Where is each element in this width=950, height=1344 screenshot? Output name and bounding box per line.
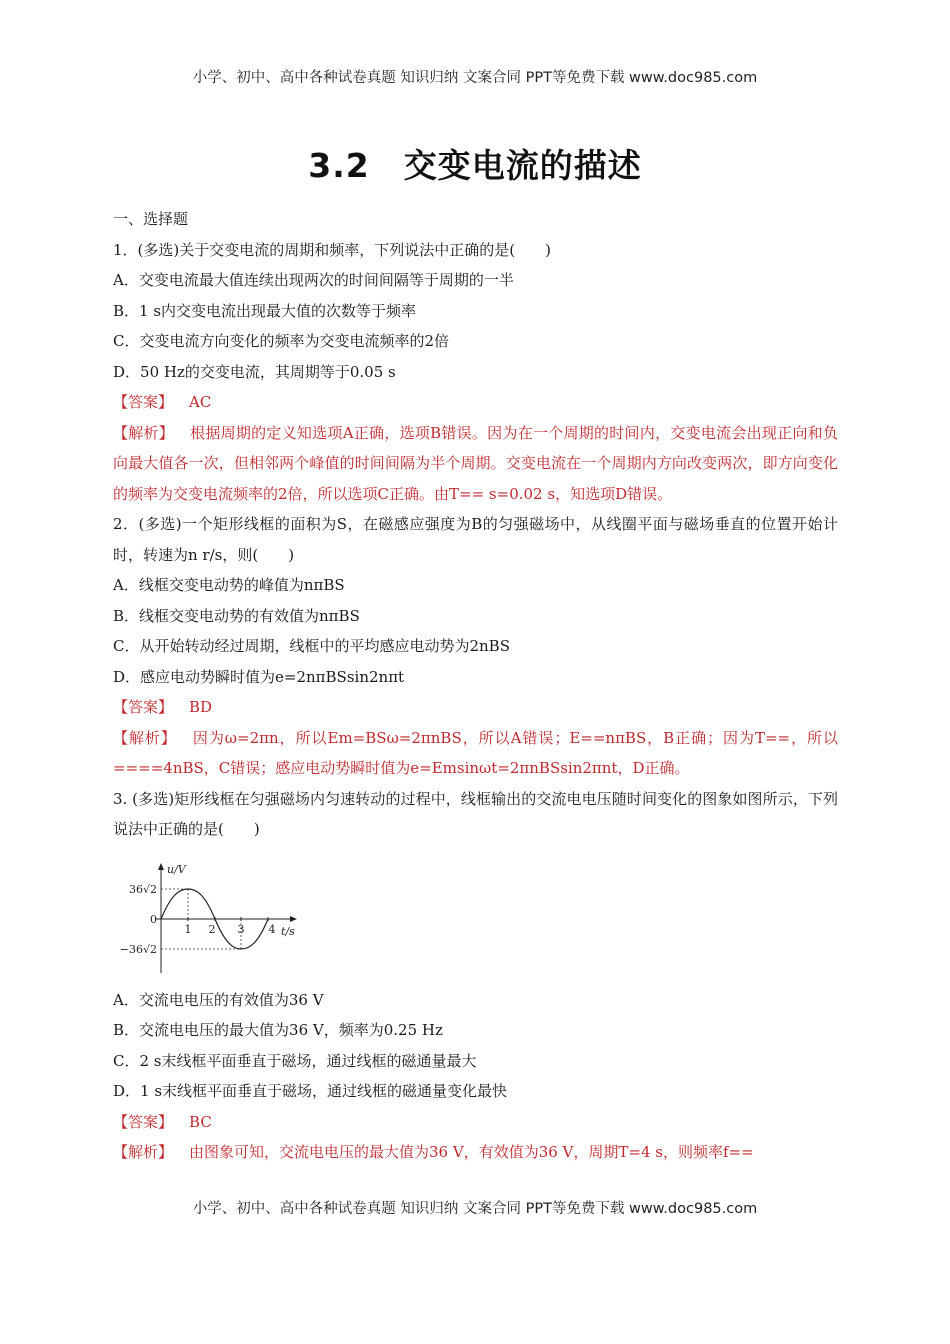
q2-option-c: C．从开始转动经过周期，线框中的平均感应电动势为2nBS xyxy=(113,637,510,655)
q3-option-b: B．交流电电压的最大值为36 V，频率为0.25 Hz xyxy=(113,1021,443,1039)
y-zero-label: 0 xyxy=(150,912,157,926)
q1-stem: 1．(多选)关于交变电流的周期和频率，下列说法中正确的是( ) xyxy=(113,240,551,259)
q2-answer xyxy=(113,692,838,723)
analysis-text: 由图象可知，交流电电压的最大值为36 V，有效值为36 V，周期T=4 s，则频率f== xyxy=(189,1143,754,1161)
answer-value: AC xyxy=(189,393,212,411)
q2-option-d: D．感应电动势瞬时值为e=2nπBSsin2nπt xyxy=(113,667,405,686)
q2-stem: 2．(多选)一个矩形线框的面积为S，在磁感应强度为B的匀强磁场中，从线圈平面与磁场垂直的位置开始计时，转速为n r/s，则( ) xyxy=(113,515,838,564)
q2-analysis xyxy=(113,723,838,784)
analysis-text: 因为ω=2πn，所以Em=BSω=2πnBS，所以A错误；E==nπBS，B正确；因为T==，所以====4nBS，C错误；感应电动势瞬时值为e=Emsinωt=2πnBSsin2πnt，D正确。 xyxy=(113,728,838,777)
x-tick-label-3: 3 xyxy=(237,922,245,936)
document-body xyxy=(113,204,838,1168)
voltage-time-graph xyxy=(113,861,838,979)
analysis-tag: 【解析】 xyxy=(113,1143,174,1161)
analysis-tag: 【解析】 xyxy=(113,423,175,442)
y-axis-arrow xyxy=(158,863,164,870)
q3-answer xyxy=(113,1107,838,1138)
x-axis-arrow xyxy=(290,916,297,922)
answer-tag: 【答案】 xyxy=(113,1112,174,1131)
analysis-tag: 【解析】 xyxy=(113,728,177,747)
y-min-label: −36√2 xyxy=(119,942,157,956)
voltage-graph-svg xyxy=(113,861,313,979)
analysis-text: 根据周期的定义知选项A正确，选项B错误。因为在一个周期的时间内，交变电流会出现正向和负向最大值各一次，但相邻两个峰值的时间间隔为半个周期。交变电流在一个周期内方向改变两次，即方向变化的频率为交变电流频率的2倍，所以选项C正确。由T== s=0.02 s，知选项D错误。 xyxy=(113,423,838,503)
q3-option-a: A．交流电电压的有效值为36 V xyxy=(113,990,324,1009)
page-title: 3.2 交变电流的描述 xyxy=(308,146,642,185)
q3-option-c: C．2 s末线框平面垂直于磁场，通过线框的磁通量最大 xyxy=(113,1051,477,1070)
x-tick-label-2: 2 xyxy=(208,922,216,936)
x-tick-label-1: 1 xyxy=(184,922,192,936)
q3-option-d: D．1 s末线框平面垂直于磁场，通过线框的磁通量变化最快 xyxy=(113,1082,508,1100)
answer-value: BC xyxy=(189,1112,212,1131)
y-max-label: 36√2 xyxy=(128,882,157,896)
q1-analysis xyxy=(113,418,838,510)
q1-answer xyxy=(113,387,838,418)
q1-option-d: D．50 Hz的交变电流，其周期等于0.05 s xyxy=(113,362,396,381)
answer-tag: 【答案】 xyxy=(113,698,174,716)
section-heading: 一、选择题 xyxy=(113,210,189,228)
x-axis-label: t/s xyxy=(281,924,295,938)
q1-option-b: B．1 s内交变电流出现最大值的次数等于频率 xyxy=(113,301,417,320)
q1-option-a: A．交变电流最大值连续出现两次的时间间隔等于周期的一半 xyxy=(113,271,514,289)
page-footer-banner: 小学、初中、高中各种试卷真题 知识归纳 文案合同 PPT等免费下载 www.doc985.com xyxy=(192,1201,758,1217)
answer-tag: 【答案】 xyxy=(113,393,174,411)
q2-option-a: A．线框交变电动势的峰值为nπBS xyxy=(113,576,345,594)
q1-option-c: C．交变电流方向变化的频率为交变电流频率的2倍 xyxy=(113,332,450,350)
x-tick-label-4: 4 xyxy=(268,922,276,936)
answer-value: BD xyxy=(189,698,213,716)
y-axis-label: u/V xyxy=(167,862,186,876)
page-header-banner: 小学、初中、高中各种试卷真题 知识归纳 文案合同 PPT等免费下载 www.doc985.com xyxy=(192,70,758,86)
q3-stem: 3. (多选)矩形线框在匀强磁场内匀速转动的过程中，线框输出的交流电电压随时间变化的图象如图所示，下列说法中正确的是( ) xyxy=(113,789,838,838)
q2-option-b: B．线框交变电动势的有效值为nπBS xyxy=(113,606,360,625)
q3-analysis xyxy=(113,1137,838,1168)
